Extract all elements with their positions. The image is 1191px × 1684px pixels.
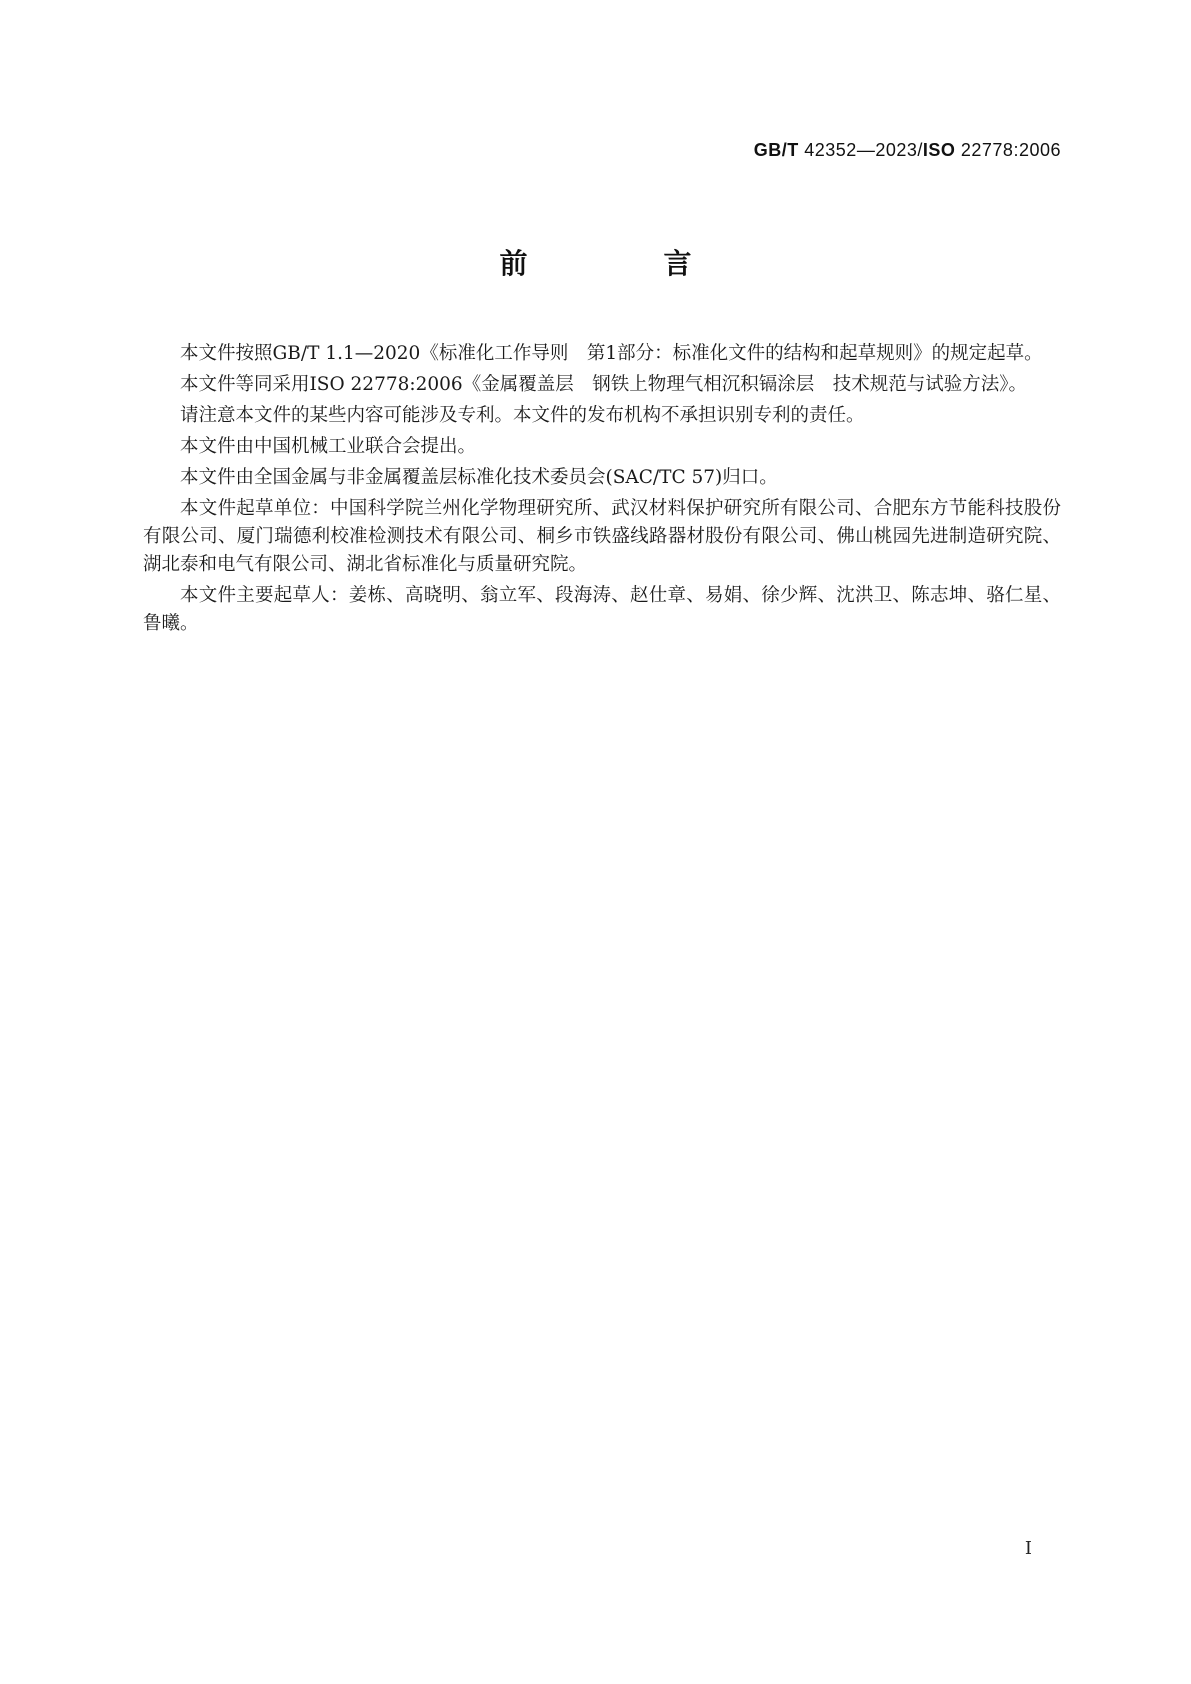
paragraph-committee: 本文件由全国金属与非金属覆盖层标准化技术委员会(SAC/TC 57)归口。 <box>180 467 778 488</box>
paragraph-drafting-units: 本文件起草单位：中国科学院兰州化学物理研究所、武汉材料保护研究所有限公司、合肥东方节能科技股份有限公司、厦门瑞德利校准检测技术有限公司、桐乡市铁盛线路器材股份有限公司、佛山桃园先进制造研究院、湖北泰和电气有限公司、湖北省标准化与质量研究院。 <box>143 498 1061 575</box>
page-number: I <box>1024 1538 1032 1559</box>
paragraph-drafting-rules: 本文件按照GB/T 1.1—2020《标准化工作导则 第1部分：标准化文件的结构和起草规则》的规定起草。 <box>180 343 1043 364</box>
paragraph-proposer: 本文件由中国机械工业联合会提出。 <box>180 436 477 457</box>
gbt-prefix: GB/T <box>753 140 799 160</box>
document-code <box>754 140 1061 161</box>
page-title: 前 言 <box>499 247 746 280</box>
paragraph-patent-notice: 请注意本文件的某些内容可能涉及专利。本文件的发布机构不承担识别专利的责任。 <box>180 405 865 426</box>
foreword-body <box>143 340 1061 641</box>
iso-prefix: ISO <box>922 140 956 160</box>
gbt-number: 42352—2023/ <box>798 140 923 160</box>
paragraph-drafters: 本文件主要起草人：姜栋、高晓明、翁立军、段海涛、赵仕章、易娟、徐少辉、沈洪卫、陈志坤、骆仁星、鲁曦。 <box>143 585 1061 634</box>
paragraph-iso-adoption: 本文件等同采用ISO 22778:2006《金属覆盖层 钢铁上物理气相沉积镉涂层 技术规范与试验方法》。 <box>180 374 1027 395</box>
iso-number: 22778:2006 <box>955 140 1061 160</box>
